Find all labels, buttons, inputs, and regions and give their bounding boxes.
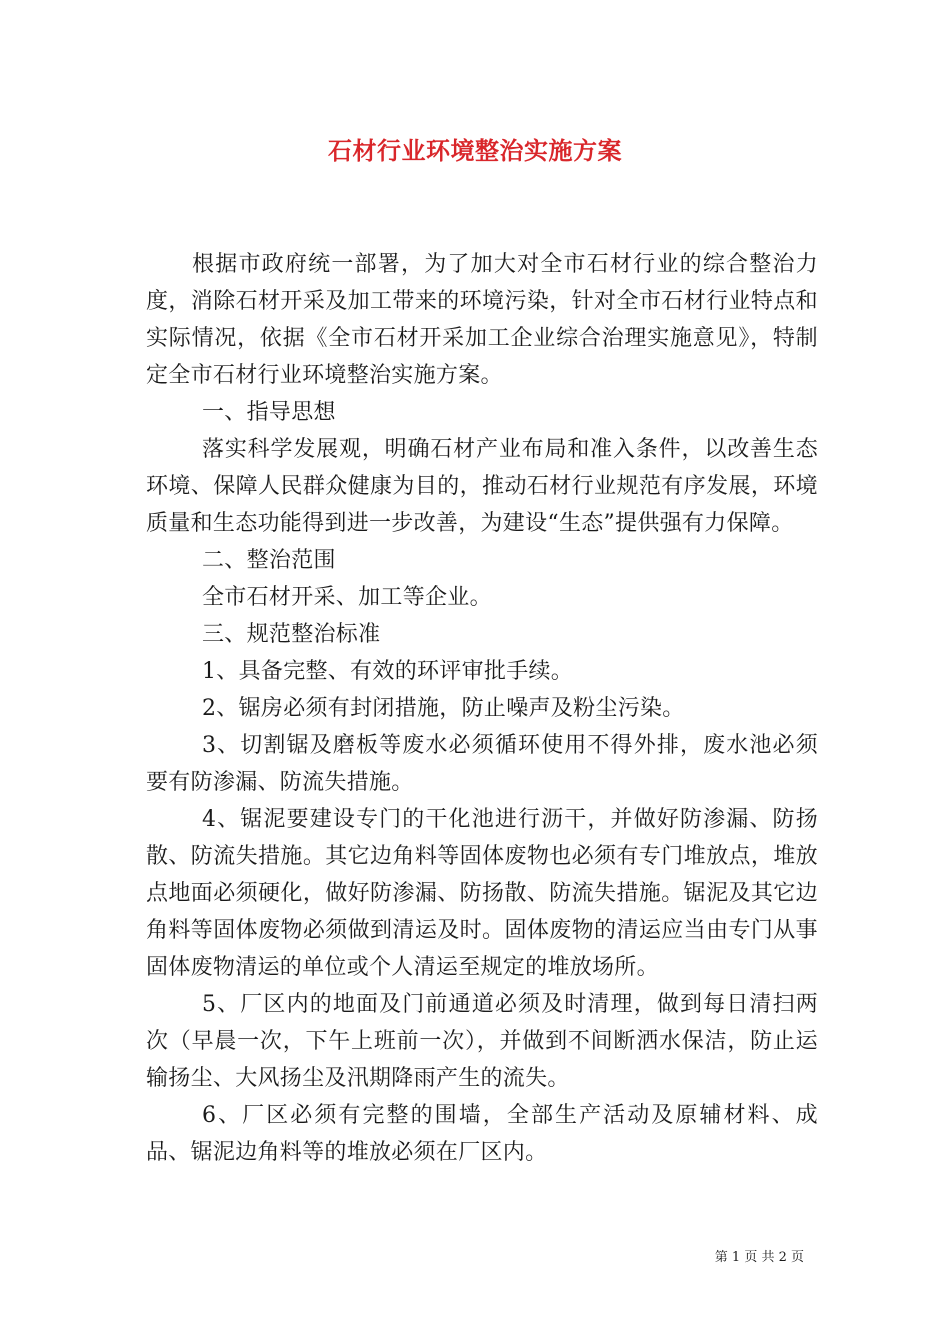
standard-item-6: 6、厂区必须有完整的围墙，全部生产活动及原辅材料、成品、锯泥边角料等的堆放必须在厂区内。	[146, 1103, 818, 1165]
paragraph-guiding-ideology: 落实科学发展观，明确石材产业布局和准入条件，以改善生态环境、保障人民群众健康为目的，推动石材行业规范有序发展，环境质量和生态功能得到进一步改善，为建设“生态”提供强有力保障。	[146, 437, 818, 536]
paragraph-scope: 全市石材开采、加工等企业。	[202, 585, 492, 610]
standard-item-4: 4、锯泥要建设专门的干化池进行沥干，并做好防渗漏、防扬散、防流失措施。其它边角料等固体废物也必须有专门堆放点，堆放点地面必须硬化，做好防渗漏、防扬散、防流失措施。锯泥及其它边角料等固体废物必须做到清运及时。固体废物的清运应当由专门从事固体废物清运的单位或个人清运至规定的堆放场所。	[146, 807, 818, 980]
paragraph-intro: 根据市政府统一部署，为了加大对全市石材行业的综合整治力度，消除石材开采及加工带来的环境污染，针对全市石材行业特点和实际情况，依据《全市石材开采加工企业综合治理实施意见》，特制定全市石材行业环境整治实施方案。	[146, 252, 818, 388]
standard-item-2: 2、锯房必须有封闭措施，防止噪声及粉尘污染。	[202, 696, 685, 721]
heading-guiding-ideology: 一、指导思想	[202, 400, 336, 425]
heading-standards: 三、规范整治标准	[202, 622, 381, 647]
page-number-footer: 第 1 页 共 2 页	[714, 1250, 804, 1265]
standard-item-1: 1、具备完整、有效的环评审批手续。	[202, 659, 574, 684]
heading-scope: 二、整治范围	[202, 548, 336, 573]
document-title: 石材行业环境整治实施方案	[328, 136, 622, 165]
standard-item-3: 3、切割锯及磨板等废水必须循环使用不得外排，废水池必须要有防渗漏、防流失措施。	[146, 733, 818, 795]
document-body	[146, 246, 818, 1171]
standard-item-5: 5、厂区内的地面及门前通道必须及时清理，做到每日清扫两次（早晨一次，下午上班前一次），并做到不间断洒水保洁，防止运输扬尘、大风扬尘及汛期降雨产生的流失。	[146, 992, 818, 1091]
